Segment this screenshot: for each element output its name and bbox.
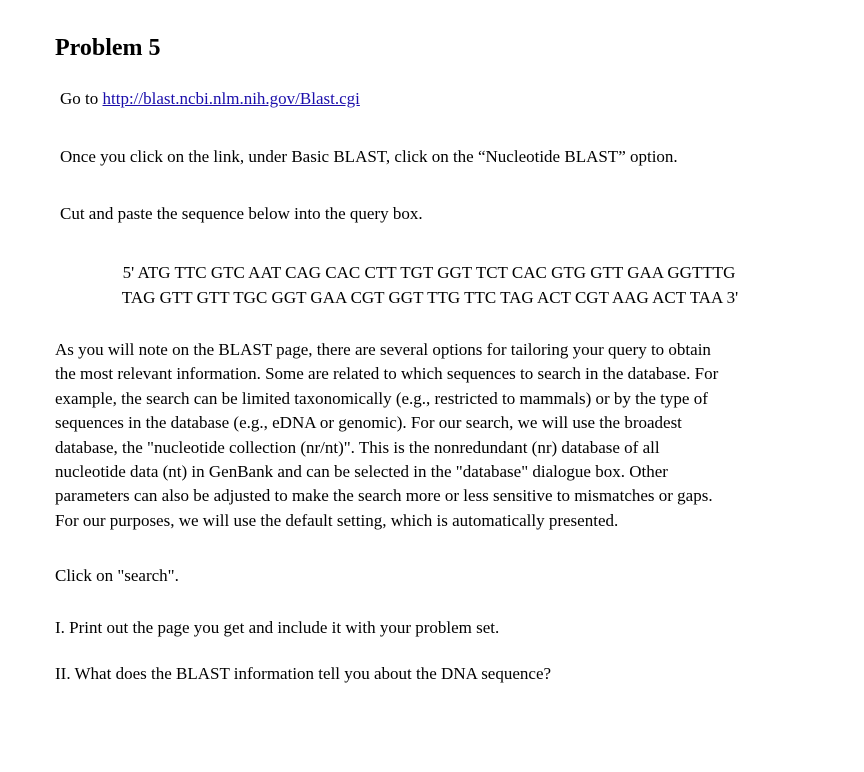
- paragraph-line: As you will note on the BLAST page, there are several options for tailoring your query to obtain: [55, 340, 711, 359]
- paragraph-line: database, the "nucleotide collection (nr/nt)". This is the nonredundant (nr) database of all: [55, 437, 660, 457]
- paragraph-line: For our purposes, we will use the default setting, which is automatically presented.: [55, 510, 619, 530]
- sequence-line-1: 5' ATG TTC GTC AAT CAG CAC CTT TGT GGT TCT CAC GTG GTT GAA GGTTTG: [122, 263, 736, 282]
- paragraph-line: example, the search can be limited taxonomically (e.g., restricted to mammals) or by the type of: [55, 388, 708, 408]
- click-search-instruction: Click on "search".: [55, 566, 179, 585]
- instruction-nucleotide-blast: Once you click on the link, under Basic BLAST, click on the “Nucleotide BLAST” option.: [60, 147, 678, 166]
- paragraph-line: sequences in the database (e.g., eDNA or genomic). For our search, we will use the broadest: [55, 413, 682, 433]
- blast-options-paragraph: [55, 338, 815, 533]
- paragraph-line: the most relevant information. Some are related to which sequences to search in the database. For: [55, 364, 719, 384]
- paragraph-line: nucleotide data (nt) in GenBank and can be selected in the "database" dialogue box. Other: [55, 462, 668, 482]
- question-2: II. What does the BLAST information tell you about the DNA sequence?: [55, 664, 552, 683]
- paragraph-line: parameters can also be adjusted to make the search more or less sensitive to mismatches or gaps.: [55, 486, 713, 506]
- goto-prefix: Go to: [60, 89, 103, 108]
- sequence-line-2: TAG GTT GTT TGC GGT GAA CGT GGT TTG TTC TAG ACT CGT AAG ACT TAA 3': [121, 288, 739, 307]
- instruction-cut-paste: Cut and paste the sequence below into the query box.: [60, 204, 423, 223]
- question-1: I. Print out the page you get and include it with your problem set.: [55, 618, 500, 637]
- page-title: Problem 5: [55, 35, 161, 61]
- goto-instruction: [60, 88, 360, 110]
- blast-link[interactable]: http://blast.ncbi.nlm.nih.gov/Blast.cgi: [102, 89, 360, 108]
